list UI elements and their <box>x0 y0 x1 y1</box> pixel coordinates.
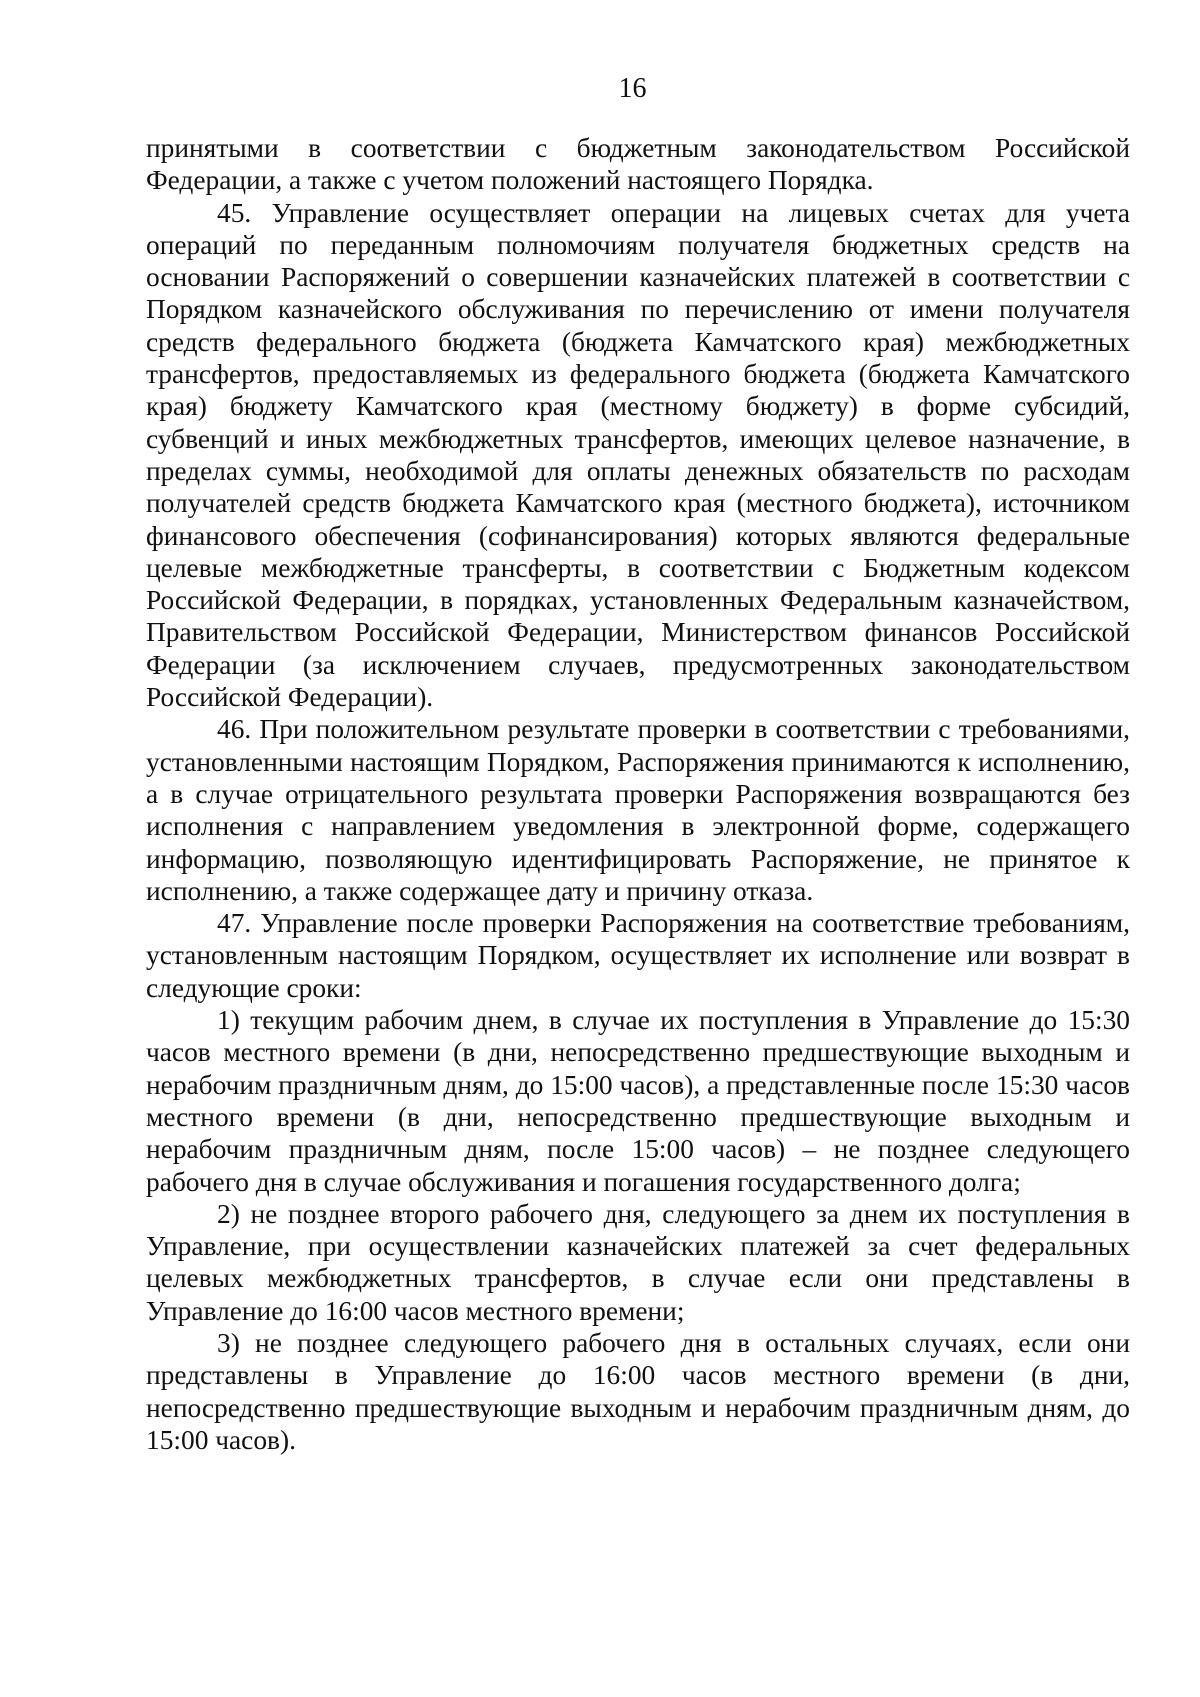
paragraph-47: 47. Управление после проверки Распоряжения на соответствие требованиям, установленным настоящим Порядком, осуществляет их исполнение или возврат в следующие сроки: <box>146 908 1130 1003</box>
paragraph-47-item-1: 1) текущим рабочим днем, в случае их поступления в Управление до 15:30 часов местного времени (в дни, непосредственно предшествующие выходным и нерабочим праздничным дням, до 15:00 часов), а представленные после 15:30 часов местного времени (в дни, непосредственно предшествующие выходным и нерабочим праздничным дням, после 15:00 часов) – не позднее следующего рабочего дня в случае обслуживания и погашения государственного долга; <box>146 1005 1130 1197</box>
document-body <box>146 132 1130 1456</box>
paragraph-47-item-3: 3) не позднее следующего рабочего дня в остальных случаях, если они представлены в Управление до 16:00 часов местного времени (в дни, непосредственно предшествующие выходным и нерабочим праздничным дням, до 15:00 часов). <box>146 1327 1130 1455</box>
paragraph-47-item-2: 2) не позднее второго рабочего дня, следующего за днем их поступления в Управление, при осуществлении казначейских платежей за счет федеральных целевых межбюджетных трансфертов, в случае если они представлены в Управление до 16:00 часов местного времени; <box>146 1198 1130 1326</box>
paragraph-45: 45. Управление осуществляет операции на лицевых счетах для учета операций по переданным полномочиям получателя бюджетных средств на основании Распоряжений о совершении казначейских платежей в соответствии с Порядком казначейского обслуживания по перечислению от имени получателя средств федерального бюджета (бюджета Камчатского края) межбюджетных трансфертов, предоставляемых из федерального бюджета (бюджета Камчатского края) бюджету Камчатского края (местному бюджету) в форме субсидий, субвенций и иных межбюджетных трансфертов, имеющих целевое назначение, в пределах суммы, необходимой для оплаты денежных обязательств по расходам получателей средств бюджета Камчатского края (местного бюджета), источником финансового обеспечения (софинансирования) которых являются федеральные целевые межбюджетные трансферты, в соответствии с Бюджетным кодексом Российской Федерации, в порядках, установленных Федеральным казначейством, Правительством Российской Федерации, Министерством финансов Российской Федерации (за исключением случаев, предусмотренных законодательством Российской Федерации). <box>146 197 1130 713</box>
paragraph-continuation: принятыми в соответствии с бюджетным законодательством Российской Федерации, а также с учетом положений настоящего Порядка. <box>146 133 1130 196</box>
page-number: 16 <box>618 73 647 104</box>
paragraph-46: 46. При положительном результате проверки в соответствии с требованиями, установленными настоящим Порядком, Распоряжения принимаются к исполнению, а в случае отрицательного результата проверки Распоряжения возвращаются без исполнения с направлением уведомления в электронной форме, содержащего информацию, позволяющую идентифицировать Распоряжение, не принятое к исполнению, а также содержащее дату и причину отказа. <box>146 714 1130 906</box>
